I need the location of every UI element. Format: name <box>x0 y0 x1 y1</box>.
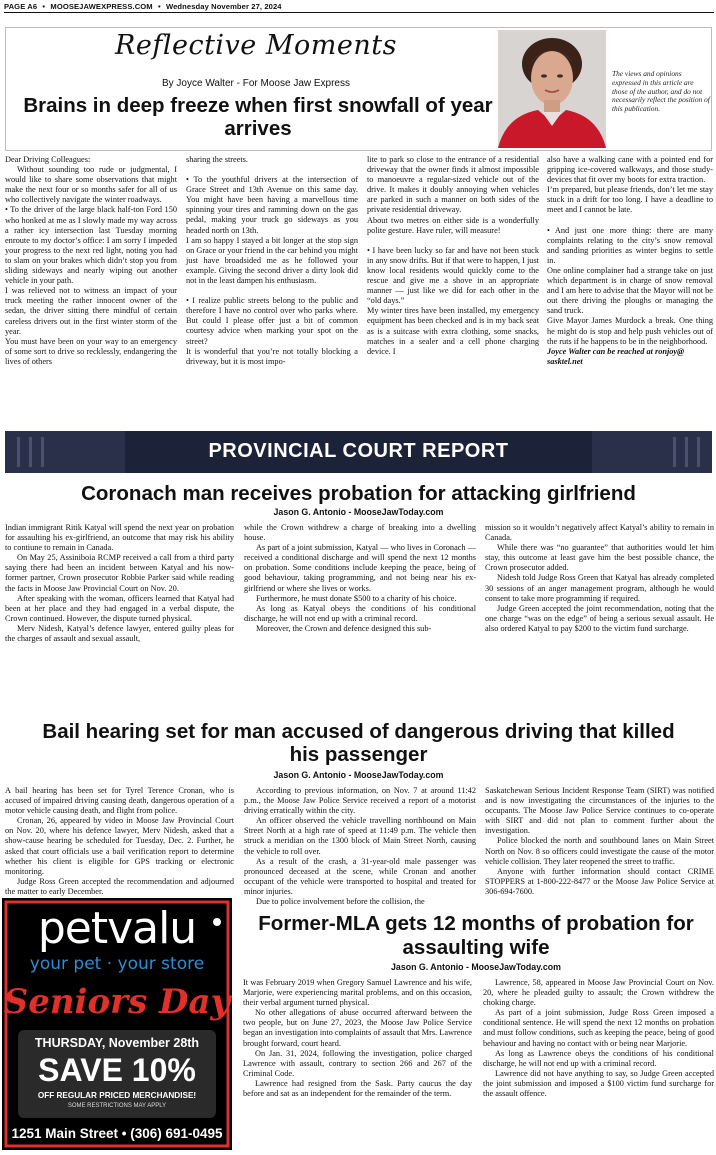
story-byline: Jason G. Antonio - MooseJawToday.com <box>391 962 561 972</box>
story2-col2 <box>244 786 476 907</box>
author-photo <box>498 30 606 148</box>
column-body-col1 <box>5 155 177 427</box>
paragraph: • To the driver of the large black half-ton Ford 150 who honked at me as I slowly made my way across a rather icy intersection last Tuesday morning enroute to my doctor’s office: I am sorry I impeded your progress to the next red light, noting you had to slam on your brakes which didn’t stop you from sliding sideways and nearly wiping out another vehicle in your path. <box>5 205 177 286</box>
paragraph: sharing the streets. <box>186 155 248 164</box>
column-byline: By Joyce Walter - For Moose Jaw Express <box>161 78 350 89</box>
paragraph: Give Mayor James Murdock a break. One thing he might do is stop and help push vehicles out of the ruts if he happens to be in the neighborhood. <box>547 316 713 346</box>
paragraph: • I have been lucky so far and have not been stuck in any snow drifts. But if that were to happen, I just know local residents would quickly come to the rescue and give me a shove in an appropriate manner — just like we did for each other in the “old days.” <box>367 245 539 306</box>
paragraph: My winter tires have been installed, my emergency equipment has been checked and is in my back seat as is a suitcase with extra clothing, some snacks, matches in a sealer and a cell phone charging device. I <box>367 306 539 356</box>
paragraph: After speaking with the woman, officers learned that Katyal had been at her place and they had engaged in a verbal dispute, the Crown continued. However, the dispute turned physical. <box>5 593 234 623</box>
paragraph: As long as Katyal obeys the conditions of his conditional discharge, he will not end up with a criminal record. <box>244 603 476 623</box>
paragraph: • I realize public streets belong to the public and therefore I have no control over who parks where. But could I please offer just a bit of common courtesy advice when marking your spot on the street? <box>186 296 358 346</box>
opinion-disclaimer: The views and opinions expressed in this article are those of the author, and do not necessarily reflect the position of this publication. <box>612 69 710 114</box>
paragraph: Lawrence, 58, appeared in Moose Jaw Provincial Court on Nov. 20, where he pleaded guilty to assault; the Crown withdrew the choking charge. <box>483 978 714 1008</box>
paragraph: I was relieved not to witness an impact of your truck meeting the rather innocent owner of the sedan, the driver sitting there mindful of certain careless drivers out in the first winter storm of the year. <box>5 286 177 336</box>
paragraph: Due to police involvement before the collision, the <box>256 897 425 907</box>
story2-col1 <box>5 786 234 898</box>
paragraph: As long as Lawrence obeys the conditions of his conditional discharge, he will not end up with a criminal record. <box>483 1048 714 1068</box>
paragraph: As part of a joint submission, Katyal — who lives in Coronach — received a conditional discharge and will spend the next 12 months on probation. Some conditions include keeping the peace, being of good behaviour, taking programming, and not being near his ex-girlfriend or where she lives or works. <box>244 543 476 593</box>
paragraph: One online complainer had a strange take on just which department is in charge of snow removal and I am here to advise that the Mayor will not be out there driving the ploughs or managing the sand truck. <box>547 265 713 316</box>
advertisement[interactable] <box>2 898 232 1150</box>
paragraph: About two metres on either side is a wonderfully polite gesture. Have ruler, will measure! <box>367 215 539 235</box>
column-body-col4 <box>547 155 713 427</box>
site-name: MOOSEJAWEXPRESS.COM <box>50 2 153 11</box>
paragraph: As part of a joint submission, Judge Ross Green imposed a conditional sentence. He will spend the next 12 months on probation and must follow conditions, such as keeping the peace, being of good behaviour and having no contact with or being near Marjorie. <box>483 1008 714 1048</box>
story3-col2 <box>483 978 714 1150</box>
event-title: Seniors Day <box>3 982 231 1022</box>
paragraph: According to previous information, on Nov. 7 at around 11:42 p.m., the Moose Jaw Police Service received a report of a motorist driving erratically within the city. <box>244 786 476 816</box>
header-separator: • <box>42 2 46 11</box>
section-banner-title: PROVINCIAL COURT REPORT <box>208 440 509 462</box>
column-body-col3 <box>367 155 539 427</box>
paragraph: An officer observed the vehicle travelling northbound on Main Street North at a high rate of speed at 11:49 p.m. The vehicle then struck a meridian on the 1300 block of Main Street North, causing the vehicle to roll over. <box>244 816 476 856</box>
paragraph: Judge Ross Green accepted the recommendation and adjourned the matter to early December. <box>5 876 234 896</box>
paragraph: Police blocked the north and southbound lanes on Main Street North on Nov. 8 so officers could investigate the cause of the motor vehicle collision. They later reopened the street to traffic. <box>485 836 714 866</box>
paragraph: As a result of the crash, a 31-year-old male passenger was pronounced deceased at the scene, while Cronan and another occupant of the vehicle were transported to hospital and treated for minor injuries. <box>244 856 476 896</box>
paragraph: while the Crown withdrew a charge of breaking into a dwelling house. <box>244 523 476 543</box>
paragraph: I am so happy I stayed a bit longer at the stop sign on Grace or your friend in the car behind you might just have broadsided me as he followed your example. Giving the second driver a dirty look did not in the least dampen his enthusiasm. <box>186 235 358 286</box>
paragraph: Indian immigrant Ritik Katyal will spend the next year on probation for assaulting his ex-girlfriend, an outcome that may risk his ability to contiune to remain in Canada. <box>5 523 234 553</box>
paragraph: I’m prepared, but please friends, don’t let me stay stuck in a drift for too long. I have a deadline to meet and I cannot be late. <box>547 185 713 215</box>
header-separator: • <box>157 2 161 11</box>
paragraph: Lawrence did not have anything to say, so Judge Green accepted the joint submission and imposed a $100 victim fund surcharge for the assault offence. <box>483 1068 714 1099</box>
paragraph: Dear Driving Colleagues: <box>5 155 91 164</box>
issue-date: Wednesday November 27, 2024 <box>165 2 282 11</box>
store-contact: 1251 Main Street • (306) 691-0495 <box>11 1126 223 1141</box>
paragraph: On Jan. 31, 2024, following the investigation, police charged Lawrence with assault, contrary to section 266 and 267 of the Criminal Code. <box>243 1048 472 1078</box>
story-headline: Bail hearing set for man accused of dangerous driving that killed his passenger <box>42 720 675 766</box>
paragraph: Cronan, 26, appeared by video in Moose Jaw Provincial Court on Nov. 20, where his defence lawyer, Merv Nidesh, asked that a show-cause hearing be scheduled for Tuesday, Dec. 2. Further, he asked that court officials use a bail verification report to determine whether his client is eligible for GPS tracking or electronic monitoring. <box>5 816 234 876</box>
paragraph: Without sounding too rude or judgmental, I would like to share some observations that might make the next four or so months safer for all of us who collectively navigate the winter roadways. <box>5 165 177 205</box>
page-number: PAGE A6 <box>4 2 38 11</box>
paragraph: Anyone with further information should contact CRIME STOPPERS at 1-800-222-8477 or the Moose Jaw Police Service at 306-694-7600. <box>485 866 714 896</box>
paragraph: Judge Green accepted the joint recommendation, noting that the one charge “was on the edge” of being a serious sexual assault. He also ordered Katyal to pay $200 to the victim fund surcharge. <box>485 603 714 633</box>
paragraph: A bail hearing has been set for Tyrel Terence Cronan, who is accused of impaired driving causing death, dangerous operation of a motor vehicle causing death, and flight from police. <box>5 786 234 816</box>
offer-note: OFF REGULAR PRICED MERCHANDISE! <box>37 1091 197 1100</box>
paragraph: Moreover, the Crown and defence designed this sub- <box>256 623 432 633</box>
story-byline: Jason G. Antonio - MooseJawToday.com <box>273 770 444 780</box>
story3-col1 <box>243 978 472 1150</box>
event-date: THURSDAY, November 28th <box>34 1036 200 1050</box>
paragraph: It was February 2019 when Gregory Samuel Lawrence and his wife, Marjorie, were experiencing marital problems, and on this occasion, their verbal argument turned physical. <box>243 978 472 1008</box>
paragraph: • To the youthful drivers at the intersection of Grace Street and 13th Avenue on this same day. You might have been having a marvellous time spinning your tires and ramming down on the gas pedal, making your truck go sideways as you headed north on 13th. <box>186 175 358 235</box>
paragraph: also have a walking cane with a pointed end for gripping ice-covered walkways, and those study-devices that fit over my boots for extra traction. <box>547 155 713 185</box>
paragraph: No other allegations of abuse occurred afterward between the two people, but on June 27, 2023, the Moose Jaw Police Service began an investigation into complaints of assault that Mrs. Lawrence brought forward, court heard. <box>243 1008 472 1048</box>
page-header <box>4 2 714 13</box>
paragraph: Nidesh told Judge Ross Green that Katyal has already completed 30 sessions of an anger management program, although he would consent to take more programming if required. <box>485 573 714 603</box>
story-headline: Former-MLA gets 12 months of probation for assaulting wife <box>258 912 694 959</box>
paragraph: You must have been on your way to an emergency of some sort to drive so recklessly, endangering the lives of others <box>5 336 177 366</box>
column-name: Reflective Moments <box>115 30 397 61</box>
offer-restrictions: SOME RESTRICTIONS MAY APPLY <box>67 1103 167 1109</box>
brand-logo: petvalu <box>37 903 197 954</box>
column-body-col2 <box>186 155 358 427</box>
paragraph: Lawrence had resigned from the Sask. Party caucus the day before and sat as an independent for the remainder of the term. <box>243 1078 472 1099</box>
story1-col3 <box>485 523 714 633</box>
author-contact: Joyce Walter can be reached at ronjoy@ sasktel.net <box>547 346 685 366</box>
story1-col1 <box>5 523 234 644</box>
brand-tagline: your pet · your store <box>29 954 205 974</box>
story-byline: Jason G. Antonio - MooseJawToday.com <box>273 507 444 517</box>
paragraph: Furthermore, he must donate $500 to a charity of his choice. <box>256 593 457 603</box>
paragraph: mission so it wouldn’t negatively affect Katyal’s ability to remain in Canada. <box>485 523 714 543</box>
paragraph: Merv Nidesh, Katyal’s defence lawyer, entered guilty pleas for the charges of assault and sexual assault, <box>5 623 234 644</box>
paragraph: lite to park so close to the entrance of a residential driveway that the owner finds it almost impossible to manoeuvre a regular-sized vehicle out of the drive. It makes it doubly annoying when vehicles are parked in such a manner on both sides of the private residential driveway. <box>367 155 539 215</box>
paragraph: Saskatchewan Serious Incident Response Team (SIRT) was notified and is now investigating the circumstances of the injuries to the occupants. The Moose Jaw Police Service continues to co-operate with SIRT and did not plan to comment further about the investigation. <box>485 786 714 836</box>
paragraph: It is wonderful that you’re not totally blocking a driveway, but it is most impo- <box>186 346 358 366</box>
story2-col3 <box>485 786 714 898</box>
paragraph: On May 25, Assiniboia RCMP received a call from a third party saying there had been an incident between Katyal and his now-former partner, Crown prosecutor Robbie Parker said while reading the facts in Moose Jaw Provincial Court on Nov. 20. <box>5 553 234 593</box>
paragraph: • And just one more thing: there are many complaints relating to the city’s snow removal and sanding priorities as winter begins to settle in. <box>547 225 713 265</box>
story1-col2 <box>244 523 476 633</box>
story-headline: Coronach man receives probation for attacking girlfriend <box>81 482 636 505</box>
column-headline: Brains in deep freeze when first snowfall of year arrives <box>23 94 493 140</box>
paragraph: While there was “no guarantee” that authorities would let him stay, this outcome at least gave him the best possible chance, the Crown prosecutor added. <box>485 543 714 573</box>
offer-headline: SAVE 10% <box>38 1052 196 1088</box>
